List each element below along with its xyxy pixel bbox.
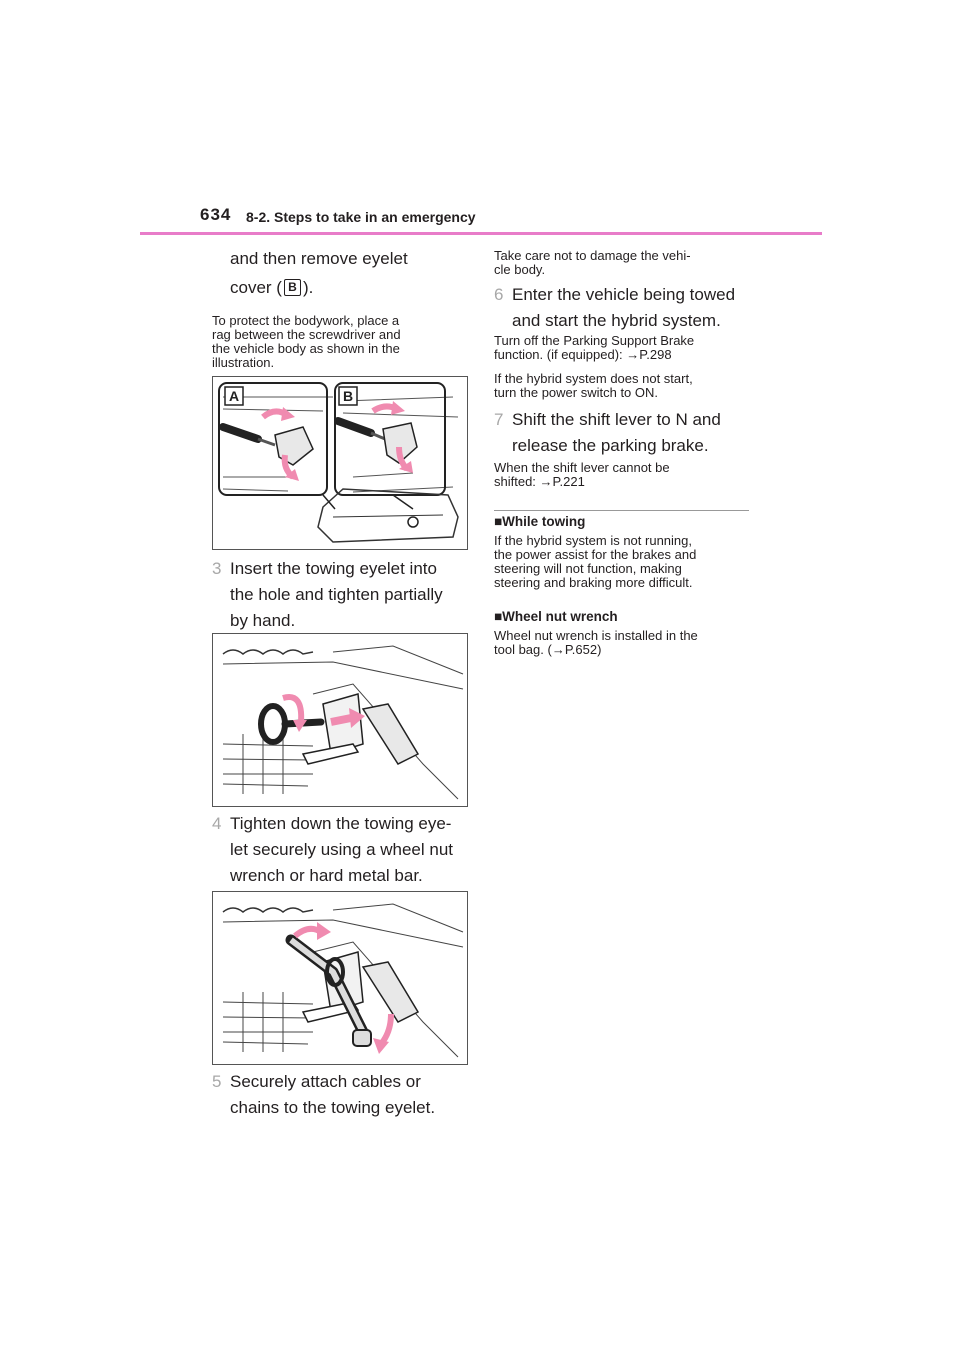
wheel-nut-wrench-section bbox=[494, 609, 754, 657]
note-line[interactable]: function. (if equipped): →P.298 bbox=[494, 347, 672, 362]
figure-remove-cover-illustration bbox=[213, 377, 467, 549]
note-line: rag between the screwdriver and bbox=[212, 327, 401, 342]
note-line: the vehicle body as shown in the bbox=[212, 341, 400, 356]
step-text-line: by hand. bbox=[230, 611, 296, 630]
note-line: the power assist for the brakes and bbox=[494, 547, 697, 562]
section-divider bbox=[494, 510, 749, 511]
figure-tighten-eyelet bbox=[212, 891, 468, 1065]
note-line: cle body. bbox=[494, 262, 546, 277]
note-line: Turn off the Parking Support Brake bbox=[494, 333, 695, 348]
step-number: 4 bbox=[212, 814, 222, 833]
note-line: If the hybrid system does not start, bbox=[494, 371, 693, 386]
step-text-line: Insert the towing eyelet into bbox=[230, 559, 437, 578]
note-line[interactable]: shifted: →P.221 bbox=[494, 474, 585, 489]
caution-note bbox=[494, 249, 754, 277]
step-number: 7 bbox=[494, 410, 504, 429]
step-text-line: release the parking brake. bbox=[512, 436, 709, 455]
header-rule bbox=[140, 232, 822, 235]
step2-cont-text-a: cover ( bbox=[230, 278, 282, 297]
step-number: 5 bbox=[212, 1072, 222, 1091]
step-text-line: the hole and tighten partially bbox=[230, 585, 443, 604]
note-line: Wheel nut wrench is installed in the bbox=[494, 628, 698, 643]
power-switch-note bbox=[494, 372, 754, 400]
note-line: turn the power switch to ON. bbox=[494, 385, 659, 400]
figure-label-a: A bbox=[228, 388, 240, 404]
shift-lever-note bbox=[494, 461, 754, 489]
step-text-line: wrench or hard metal bar. bbox=[230, 866, 423, 885]
note-line: To protect the bodywork, place a bbox=[212, 313, 400, 328]
step-text-line: Tighten down the towing eye- bbox=[230, 814, 452, 833]
section-title: 8-2. Steps to take in an emergency bbox=[246, 209, 476, 225]
figure-tighten-eyelet-illustration bbox=[213, 892, 467, 1064]
note-line: steering will not function, making bbox=[494, 561, 682, 576]
step-text-line: chains to the towing eyelet. bbox=[230, 1098, 436, 1117]
note-line: When the shift lever cannot be bbox=[494, 460, 670, 475]
step-text-line: Securely attach cables or bbox=[230, 1072, 421, 1091]
label-b-badge: B bbox=[284, 279, 301, 296]
while-towing-section bbox=[494, 514, 754, 590]
note-line: illustration. bbox=[212, 355, 275, 370]
page-number: 634 bbox=[200, 205, 232, 224]
note-line[interactable]: tool bag. (→P.652) bbox=[494, 642, 602, 657]
step2-continuation-line1: and then remove eyelet bbox=[230, 249, 408, 268]
bodywork-note bbox=[212, 314, 472, 370]
step-number: 6 bbox=[494, 285, 504, 304]
step-text-line: let securely using a wheel nut bbox=[230, 840, 454, 859]
figure-remove-cover bbox=[212, 376, 468, 550]
figure-insert-eyelet bbox=[212, 633, 468, 807]
step-text-line: Enter the vehicle being towed bbox=[512, 285, 736, 304]
step-text-line: and start the hybrid system. bbox=[512, 311, 721, 330]
step-text-line: Shift the shift lever to N and bbox=[512, 410, 721, 429]
note-line: Take care not to damage the vehi- bbox=[494, 248, 691, 263]
step2-cont-text-b: ). bbox=[302, 278, 314, 297]
while-towing-heading: ■While towing bbox=[494, 514, 586, 529]
note-line: If the hybrid system is not running, bbox=[494, 533, 692, 548]
step-number: 3 bbox=[212, 559, 222, 578]
parking-support-brake-note bbox=[494, 334, 754, 362]
note-line: steering and braking more difficult. bbox=[494, 575, 693, 590]
figure-insert-eyelet-illustration bbox=[213, 634, 467, 806]
wheel-nut-wrench-heading: ■Wheel nut wrench bbox=[494, 609, 618, 624]
step2-continuation-line2 bbox=[230, 275, 313, 301]
figure-label-b: B bbox=[342, 388, 354, 404]
